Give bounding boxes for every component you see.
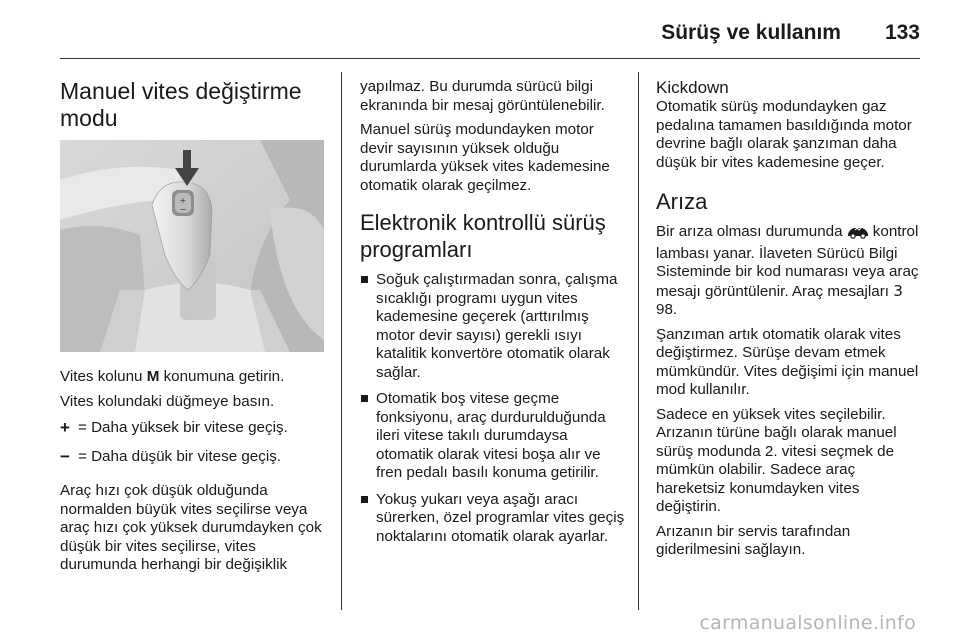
section-heading-manual-mode: [60, 78, 326, 132]
press-arrow-shaft: [183, 150, 191, 170]
plus-text: = Daha yüksek bir vitese geçiş.: [78, 419, 288, 436]
kickdown-text: Otomatik sürüş modundayken gaz pedalına tamamen basıldığında motor devrine bağlı olarak şanzıman daha düşük bir vites kademesine geçer.: [656, 98, 912, 171]
paragraph-speed: Araç hızı çok düşük olduğunda normalden büyük vites seçilirse veya araç hızı çok yüksek durumdayken çok düşük bir vites seçilirse, vites durumunda herhangi bir değişiklik: [60, 482, 322, 573]
paragraph-rpm: Manuel sürüş modundayken motor devir sayısının yüksek olduğu durumlarda yüksek vites kademesine otomatik olarak geçilmez.: [360, 121, 610, 194]
list-item: Soğuk çalıştırmadan sonra, çalışma sıcaklığı programı uygun vites kademesine geçerek (arttırılmış motor devir sayısı) gerekli ısıyı katalitik konvertöre otomatik olarak sağlar.: [360, 271, 626, 382]
column-3: [656, 72, 926, 566]
instruction-2: Vites kolundaki düğmeye basın.: [60, 392, 275, 410]
fault-paragraph-2: Şanzıman artık otomatik olarak vites değiştirmez. Sürüşe devam etmek mümkündür. Vites değişimi için manuel mod kullanılır.: [656, 325, 919, 398]
page-header: [60, 18, 920, 48]
column-divider-1: [341, 72, 342, 610]
column-1: [60, 72, 326, 581]
section-heading-electronic-programs: Elektronik kontrollü sürüş programları: [360, 210, 606, 262]
page-reference: 98.: [656, 301, 678, 318]
paragraph-continued: yapılmaz. Bu durumda sürücü bilgi ekranında bir mesaj görüntülenebilir.: [360, 78, 605, 114]
shift-plus-label: +: [179, 196, 187, 205]
page-reference-arrow: 3: [893, 281, 903, 300]
heading-line-2: modu: [60, 105, 118, 131]
page-number: 133: [884, 21, 920, 44]
minus-icon: −: [60, 446, 70, 466]
plus-row: [60, 419, 326, 438]
minus-row: [60, 448, 326, 467]
column-divider-2: [638, 72, 639, 610]
fault-heading: Arıza: [656, 189, 708, 214]
watermark: carmanualsonline.info: [699, 612, 916, 634]
shift-minus-label: −: [179, 205, 187, 214]
section-title: Sürüş ve kullanım: [661, 21, 841, 44]
instruction-1: Vites kolunu M konumuna getirin.: [60, 368, 285, 385]
heading-line-1: Manuel vites değiştirme: [60, 78, 302, 104]
fault-paragraph-4: Arızanın bir servis tarafından giderilmesini sağlayın.: [656, 522, 851, 558]
list-item: Otomatik boş vitese geçme fonksiyonu, araç durdurulduğunda ileri vitese takılı durumdaysa otomatik olarak vitesi boşa alır ve fren pedalı basılı konuma getirilir.: [360, 390, 626, 483]
minus-text: = Daha düşük bir vitese geçiş.: [78, 447, 282, 465]
list-item: Yokuş yukarı veya aşağı aracı sürerken, özel programlar vites geçiş noktalarını otomatik olarak ayarlar.: [360, 491, 626, 547]
column-2: [360, 72, 626, 554]
kickdown-heading: Kickdown: [656, 78, 729, 97]
programs-list: [360, 271, 626, 546]
fault-paragraph-3: Sadece en yüksek vites seçilebilir. Arızanın türüne bağlı olarak manuel sürüş modunda 2. vitesi seçmek de mümkün olabilir. Sadece araç hareketsiz konumdayken vites değiştirin.: [656, 405, 897, 515]
plus-icon: +: [60, 418, 70, 437]
gear-m: M: [146, 368, 160, 385]
fault-paragraph-1: Bir arıza olması durumunda kontrol lambası yanar. İlaveten Sürücü Bilgi Sisteminde bir kod numarası veya araç mesajı görüntülenir. Araç mesajları 3 98.: [656, 223, 919, 318]
header-rule: [60, 58, 920, 59]
gear-lever-illustration: [60, 140, 324, 352]
transmission-warning-icon: [847, 225, 869, 245]
